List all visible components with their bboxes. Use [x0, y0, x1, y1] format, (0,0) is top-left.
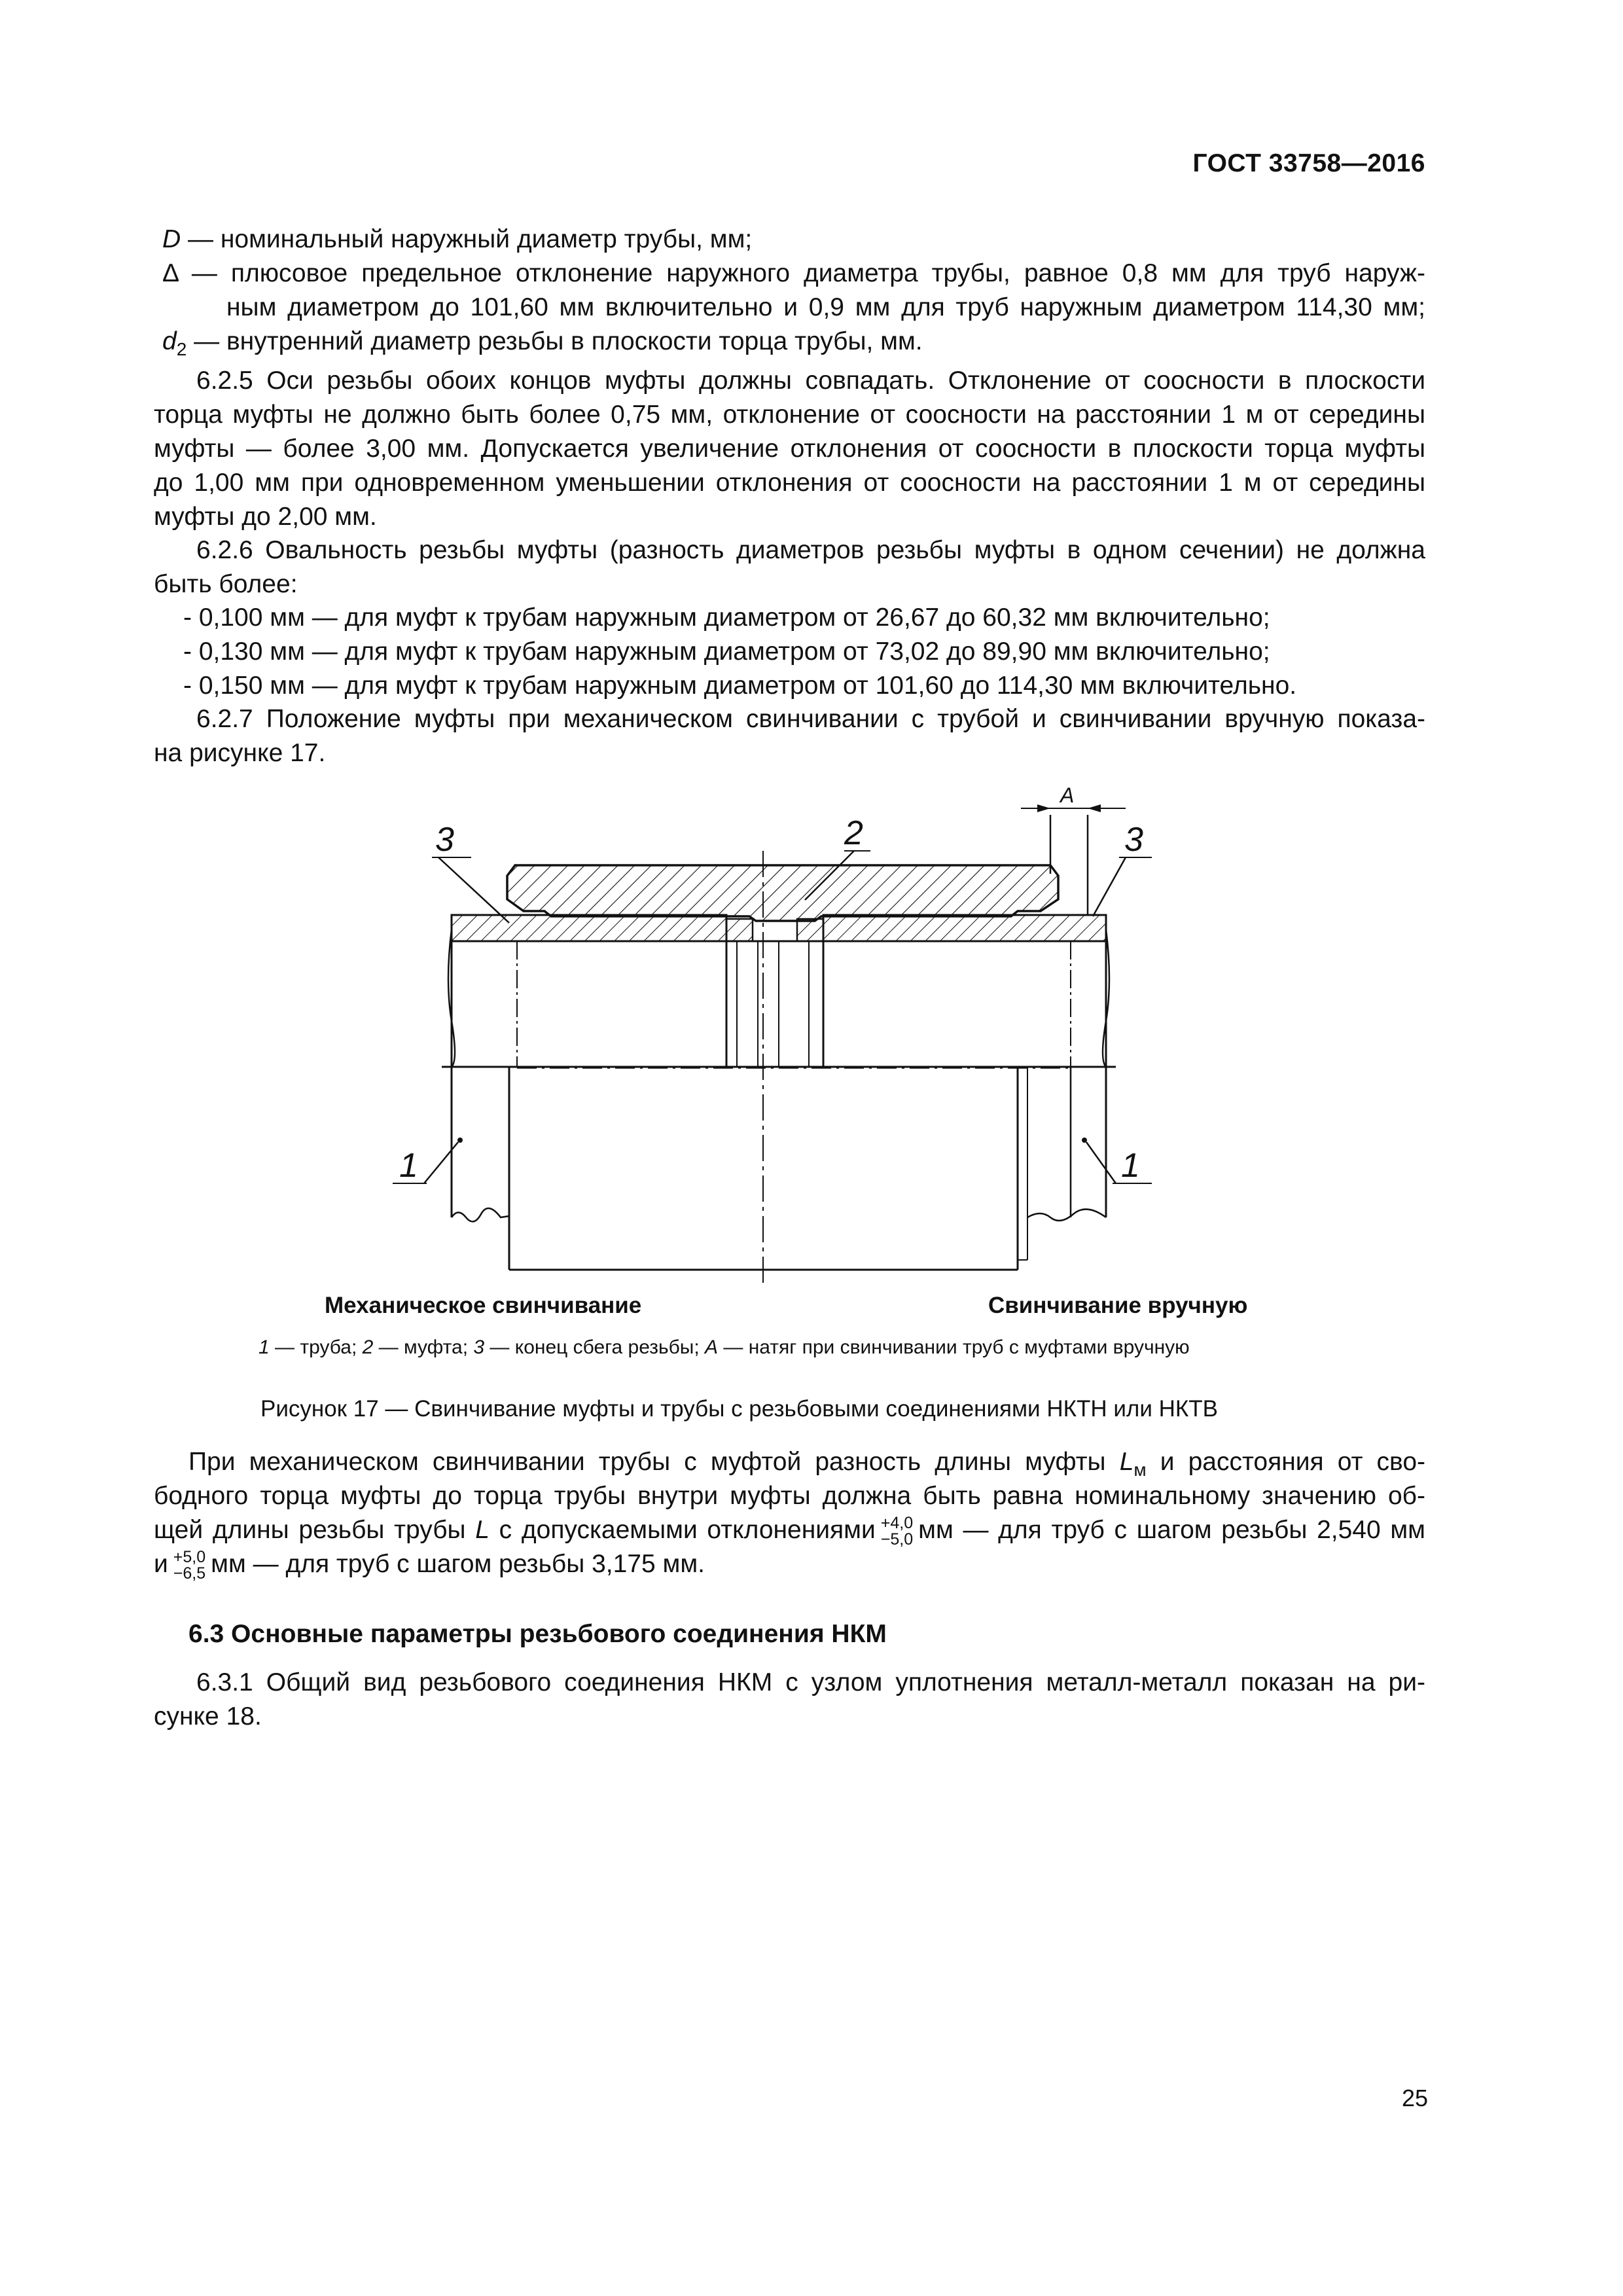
dimension-arrow [1088, 804, 1101, 812]
thread-neck [726, 919, 753, 941]
clause-626-line2: быть более: [154, 570, 298, 598]
symbol-L: L [1119, 1448, 1134, 1476]
text-run: мм — для труб с шагом резьбы 3,175 мм. [211, 1550, 705, 1578]
legend-text: — муфта; [373, 1336, 474, 1358]
leader-line [1086, 1142, 1116, 1183]
callout-2: 2 [844, 814, 863, 852]
tolerance [881, 1515, 913, 1548]
clause-626-line1: 6.2.6 Овальность резьбы муфты (разность диаметров резьбы муфты в одном сечении) не должна [196, 536, 1425, 564]
definition-d2 [162, 325, 1425, 359]
clause-626-item: - 0,100 мм — для муфт к трубам наружным диаметром от 26,67 до 60,32 мм включительно; [183, 603, 1270, 632]
legend-text: — натяг при свинчивании труб с муфтами вручную [718, 1336, 1190, 1358]
coupling-body [507, 865, 1058, 921]
legend-num: 2 [362, 1336, 374, 1358]
figure-legend [259, 1336, 1190, 1359]
document-header: ГОСТ 33758—2016 [1192, 149, 1425, 177]
definition-D [162, 223, 1425, 257]
break-line [452, 1208, 509, 1221]
clause-625-line4: до 1,00 мм при одновременном уменьшении отклонения от соосности на расстоянии 1 м от середины [154, 469, 1425, 497]
definition-delta-line2: ным диаметром до 101,60 мм включительно и 0,9 мм для труб наружным диаметром 114,30 мм; [226, 293, 1425, 321]
definition-text: — внутренний диаметр резьбы в плоскости торца трубы, мм. [187, 327, 923, 355]
after-figure-line1 [188, 1445, 1425, 1479]
tolerance-lower: −6,5 [173, 1564, 206, 1583]
tolerance [173, 1549, 205, 1582]
callout-3-left: 3 [435, 821, 454, 859]
text-run: щей длины резьбы трубы [154, 1516, 476, 1544]
definition-text: — номинальный наружный диаметр трубы, мм; [181, 225, 753, 253]
leader-dot [457, 1138, 463, 1143]
thread-neck [797, 919, 823, 941]
definition-delta-line1 [162, 257, 1425, 291]
clause-625-line1: 6.2.5 Оси резьбы обоих концов муфты должны совпадать. Отклонение от соосности в плоскости [196, 367, 1425, 395]
text-run: с допускаемыми отклонениями [489, 1516, 876, 1544]
clause-627-line1: 6.2.7 Положение муфты при механическом свинчивании с трубой и свинчивании вручную показа- [196, 705, 1425, 733]
symbol-D: D [162, 225, 181, 253]
symbol-subscript: 2 [176, 339, 187, 359]
leader-line [1093, 857, 1126, 916]
tolerance-upper: +4,0 [880, 1513, 914, 1532]
symbol-delta: Δ [162, 259, 178, 287]
legend-num: A [705, 1336, 719, 1358]
section-63-title: 6.3 Основные параметры резьбового соединения НКМ [188, 1620, 887, 1648]
tolerance-upper: +5,0 [173, 1547, 206, 1566]
definition-text: — плюсовое предельное отклонение наружного диаметра трубы, равное 0,8 мм для труб наруж- [177, 259, 1425, 287]
leader-dot [1082, 1138, 1087, 1143]
legend-num: 1 [259, 1336, 270, 1358]
leader-line [438, 857, 509, 923]
clause-631-line1: 6.3.1 Общий вид резьбового соединения НКМ с узлом уплотнения металл-металл показан на ри- [196, 1668, 1425, 1696]
figure-label-mechanical: Механическое свинчивание [325, 1293, 642, 1318]
legend-text: — труба; [269, 1336, 363, 1358]
right-pipe-wall [823, 915, 1106, 941]
legend-text: — конец сбега резьбы; [484, 1336, 705, 1358]
text-run: мм — для труб с шагом резьбы 2,540 мм [918, 1516, 1425, 1544]
callout-1-left: 1 [399, 1147, 418, 1185]
symbol-L: L [475, 1516, 490, 1544]
after-figure-line4 [154, 1547, 705, 1582]
clause-626-item: - 0,150 мм — для муфт к трубам наружным диаметром от 101,60 до 114,30 мм включительно. [183, 672, 1297, 700]
clause-627-line2: на рисунке 17. [154, 739, 326, 767]
figure-label-manual: Свинчивание вручную [988, 1293, 1248, 1318]
leader-line [424, 1142, 458, 1183]
after-figure-line2: бодного торца муфты до торца трубы внутри муфты должна быть равна номинальному значению об- [154, 1482, 1425, 1510]
text-run: При механическом свинчивании трубы с муфтой разность длины муфты [188, 1448, 1120, 1476]
symbol-subscript: м [1133, 1460, 1147, 1480]
callout-3-right: 3 [1124, 821, 1143, 859]
legend-num: 3 [473, 1336, 485, 1358]
figure-17-drawing [366, 772, 1178, 1283]
text-run: и [154, 1550, 168, 1578]
dimension-arrow [1037, 804, 1050, 812]
clause-631-line2: сунке 18. [154, 1702, 262, 1731]
dimension-label: A [1060, 783, 1075, 807]
text-run: и расстояния от сво- [1146, 1448, 1425, 1476]
after-figure-line3 [154, 1513, 1425, 1548]
page-number: 25 [1402, 2085, 1429, 2111]
tolerance-lower: −5,0 [880, 1530, 914, 1549]
break-line [1027, 1210, 1106, 1221]
left-pipe-wall [452, 915, 726, 941]
figure-caption: Рисунок 17 — Свинчивание муфты и трубы с резьбовыми соединениями НКТН или НКТВ [260, 1396, 1219, 1422]
clause-625-line2: торца муфты не должно быть более 0,75 мм, отклонение от соосности на расстоянии 1 м от середины [154, 401, 1425, 429]
callout-1-right: 1 [1121, 1147, 1140, 1185]
clause-625-line3: муфты — более 3,00 мм. Допускается увеличение отклонения от соосности в плоскости торца муфты [154, 435, 1425, 463]
clause-625-line5: муфты до 2,00 мм. [154, 503, 377, 531]
clause-626-item: - 0,130 мм — для муфт к трубам наружным диаметром от 73,02 до 89,90 мм включительно; [183, 637, 1270, 666]
symbol-d: d [162, 327, 177, 355]
